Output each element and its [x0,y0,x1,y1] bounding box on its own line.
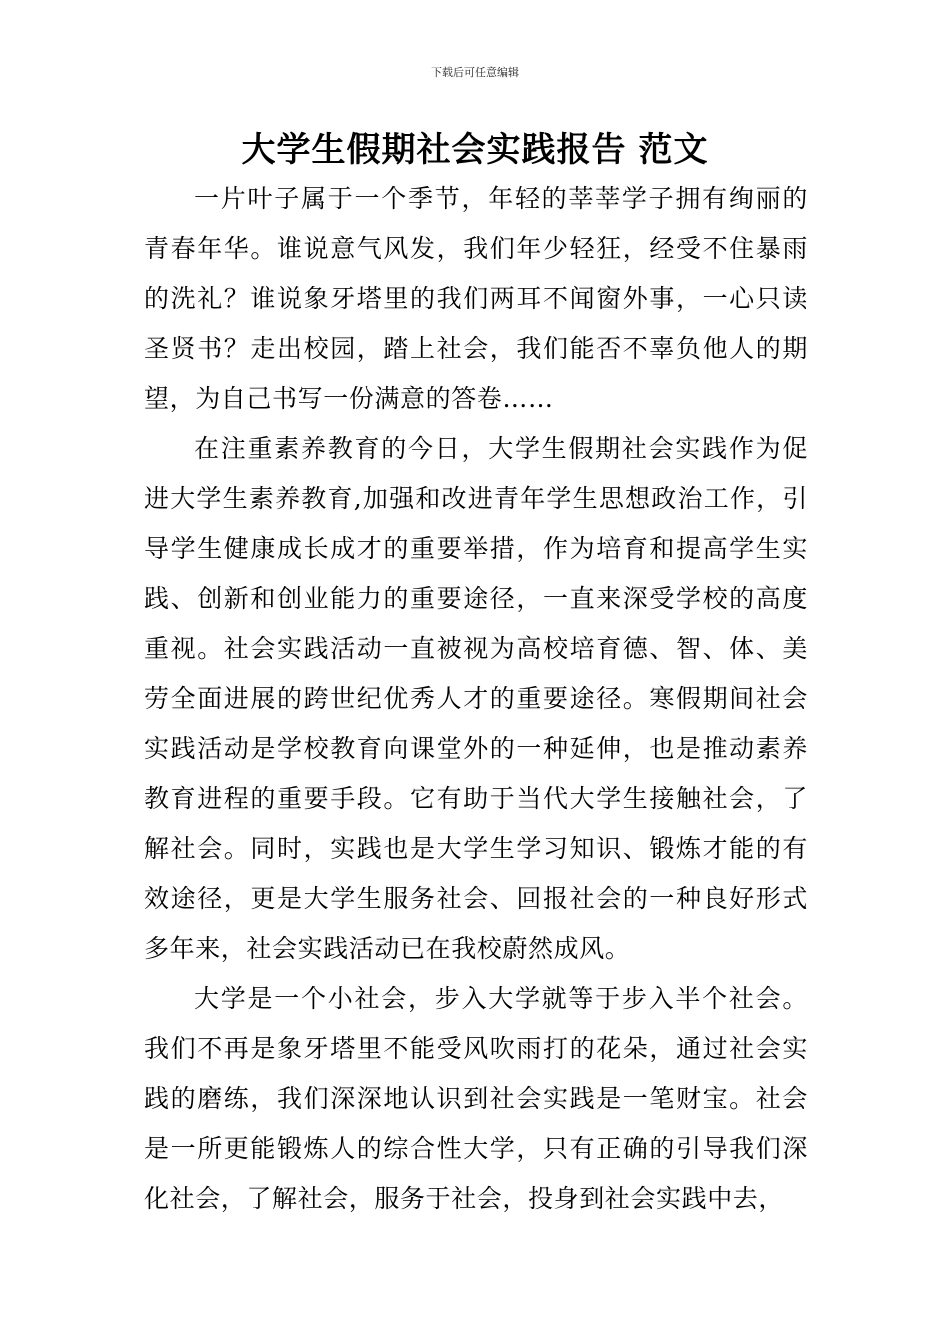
paragraph-1: 一片叶子属于一个季节，年轻的莘莘学子拥有绚丽的青春年华。谁说意气风发，我们年少轻狂，经受不住暴雨的洗礼？谁说象牙塔里的我们两耳不闻窗外事，一心只读圣贤书？走出校园，踏上社会，我们能否不辜负他人的期望，为自己书写一份满意的答卷…… [144,184,808,413]
paragraph-3: 大学是一个小社会，步入大学就等于步入半个社会。我们不再是象牙塔里不能受风吹雨打的花朵，通过社会实践的磨练，我们深深地认识到社会实践是一笔财宝。社会是一所更能锻炼人的综合性大学，只有正确的引导我们深化社会，了解社会，服务于社会，投身到社会实践中去， [144,984,808,1213]
body-text [144,174,808,1224]
paragraph-2: 在注重素养教育的今日，大学生假期社会实践作为促进大学生素养教育,加强和改进青年学生思想政治工作，引导学生健康成长成才的重要举措，作为培育和提高学生实践、创新和创业能力的重要途径，一直来深受学校的高度重视。社会实践活动一直被视为高校培育德、智、体、美劳全面进展的跨世纪优秀人才的重要途径。寒假期间社会实践活动是学校教育向课堂外的一种延伸，也是推动素养教育进程的重要手段。它有助于当代大学生接触社会，了解社会。同时，实践也是大学生学习知识、锻炼才能的有效途径，更是大学生服务社会、回报社会的一种良好形式多年来，社会实践活动已在我校蔚然成风。 [144,434,808,963]
page-title [0,128,950,172]
title-suffix: 范文 [638,130,709,170]
header-note: 下载后可任意编辑 [431,66,519,79]
title-main: 大学生假期社会实践报告 [241,130,627,170]
